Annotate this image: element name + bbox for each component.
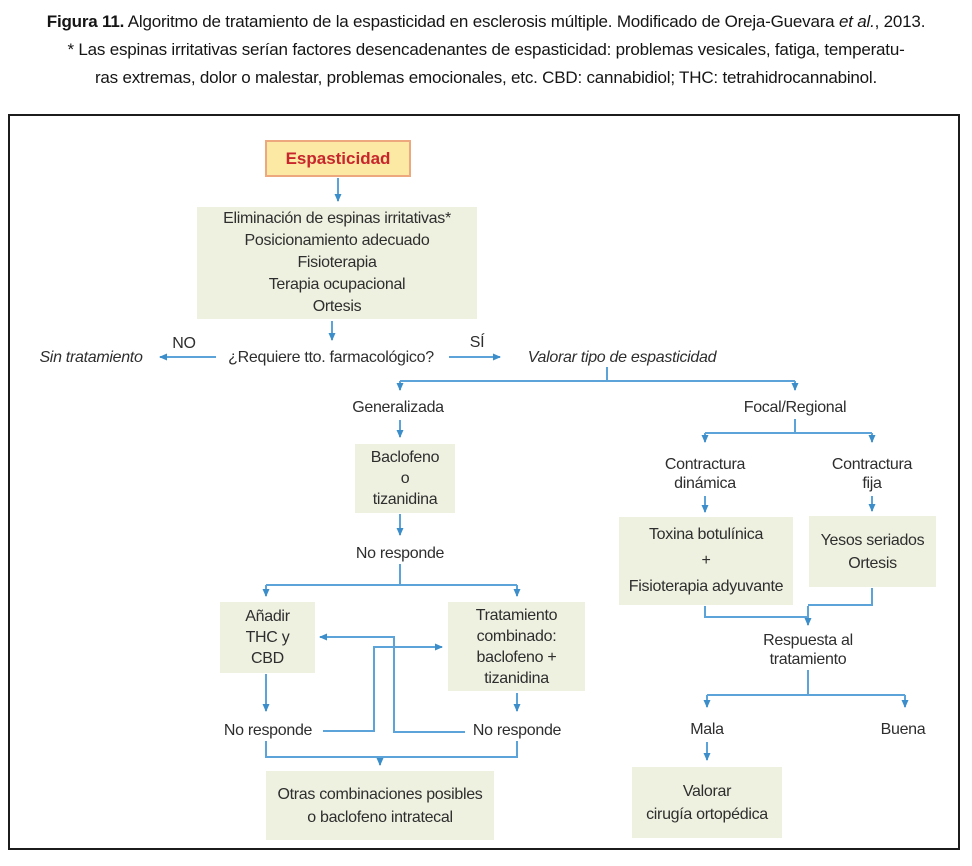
node-respuesta-line: tratamiento <box>769 651 847 668</box>
node-baclofeno-line: o <box>400 470 410 487</box>
node-medidas-line: Fisioterapia <box>297 254 377 271</box>
node-sin-tratamiento: Sin tratamiento <box>39 349 143 366</box>
node-contractura-dinamica-line: Contractura <box>664 456 746 473</box>
node-yesos-line: Yesos seriados <box>820 531 925 549</box>
node-tratamiento-combinado <box>448 602 585 691</box>
node-buena: Buena <box>880 721 926 738</box>
node-otras-line: Otras combinaciones posibles <box>277 785 483 803</box>
node-tratamiento-line: Tratamiento <box>475 606 558 624</box>
node-respuesta-tratamiento <box>763 631 853 669</box>
node-tratamiento-line: tizanidina <box>484 669 549 687</box>
node-decision-farmacologico: ¿Requiere tto. farmacológico? <box>228 349 434 366</box>
node-valorar-tipo: Valorar tipo de espasticidad <box>527 349 717 366</box>
caption-line-3: ras extremas, dolor o malestar, problemas emocionales, etc. CBD: cannabidiol; THC: tetrahidrocannabinol. <box>94 68 878 87</box>
node-yesos-seriados <box>809 516 936 587</box>
node-toxina-line: Toxina botulínica <box>648 526 764 543</box>
node-otras-line: o baclofeno intratecal <box>307 808 453 826</box>
node-tratamiento-line: baclofeno + <box>476 648 557 666</box>
node-toxina-line: + <box>701 552 711 569</box>
node-otras-combinaciones <box>266 771 494 840</box>
node-tratamiento-line: combinado: <box>476 627 557 645</box>
node-contractura-dinamica <box>665 455 745 493</box>
node-anadir-line: CBD <box>251 650 284 667</box>
node-anadir-line: THC y <box>245 629 290 646</box>
node-focal-regional: Focal/Regional <box>743 399 847 416</box>
node-no-responde-1: No responde <box>355 545 445 562</box>
caption-line1-text: Algoritmo de tratamiento de la espasticidad en esclerosis múltiple. Modificado de Oreja-Guevara <box>124 12 839 31</box>
node-toxina-botulinica <box>619 517 793 605</box>
node-valorar-cirugia <box>632 767 782 838</box>
node-baclofeno-line: tizanidina <box>372 491 438 508</box>
node-baclofeno-line: Baclofeno <box>370 449 440 466</box>
node-anadir-line: Añadir <box>245 608 290 625</box>
node-mala: Mala <box>690 721 724 738</box>
caption-line-1 <box>0 8 972 36</box>
node-medidas-generales <box>197 207 477 319</box>
node-valorar-cirugia-line: Valorar <box>682 782 732 800</box>
node-contractura-dinamica-line: dinámica <box>674 475 736 492</box>
figure-caption <box>0 8 972 92</box>
node-valorar-cirugia-line: cirugía ortopédica <box>646 805 768 823</box>
node-baclofeno-tizanidina <box>355 444 455 513</box>
node-yesos-line: Ortesis <box>848 554 897 572</box>
node-no-responde-2: No responde <box>223 722 313 739</box>
caption-etal: et al. <box>838 12 875 31</box>
node-medidas-line: Terapia ocupacional <box>268 276 406 293</box>
node-contractura-fija <box>832 455 912 493</box>
node-toxina-line: Fisioterapia adyuvante <box>628 578 784 595</box>
node-medidas-line: Ortesis <box>312 298 362 315</box>
label-no: NO <box>172 335 196 352</box>
node-contractura-fija-line: fija <box>862 475 882 492</box>
node-contractura-fija-line: Contractura <box>831 456 913 473</box>
node-medidas-line: Eliminación de espinas irritativas* <box>223 210 451 227</box>
node-anadir-thc-cbd <box>220 602 315 673</box>
node-no-responde-3: No responde <box>472 722 562 739</box>
caption-figure-label: Figura 11. <box>46 12 125 31</box>
node-espasticidad-label: Espasticidad <box>285 149 391 168</box>
node-generalizada: Generalizada <box>352 399 444 416</box>
caption-line1-end: , 2013. <box>874 12 926 31</box>
node-respuesta-line: Respuesta al <box>763 632 853 649</box>
caption-line-2: * Las espinas irritativas serían factores desencadenantes de espasticidad: problemas vesicales, fatiga, temperatu- <box>67 40 905 59</box>
label-si: SÍ <box>469 334 485 351</box>
node-medidas-line: Posicionamiento adecuado <box>244 232 430 249</box>
node-espasticidad <box>265 140 411 177</box>
